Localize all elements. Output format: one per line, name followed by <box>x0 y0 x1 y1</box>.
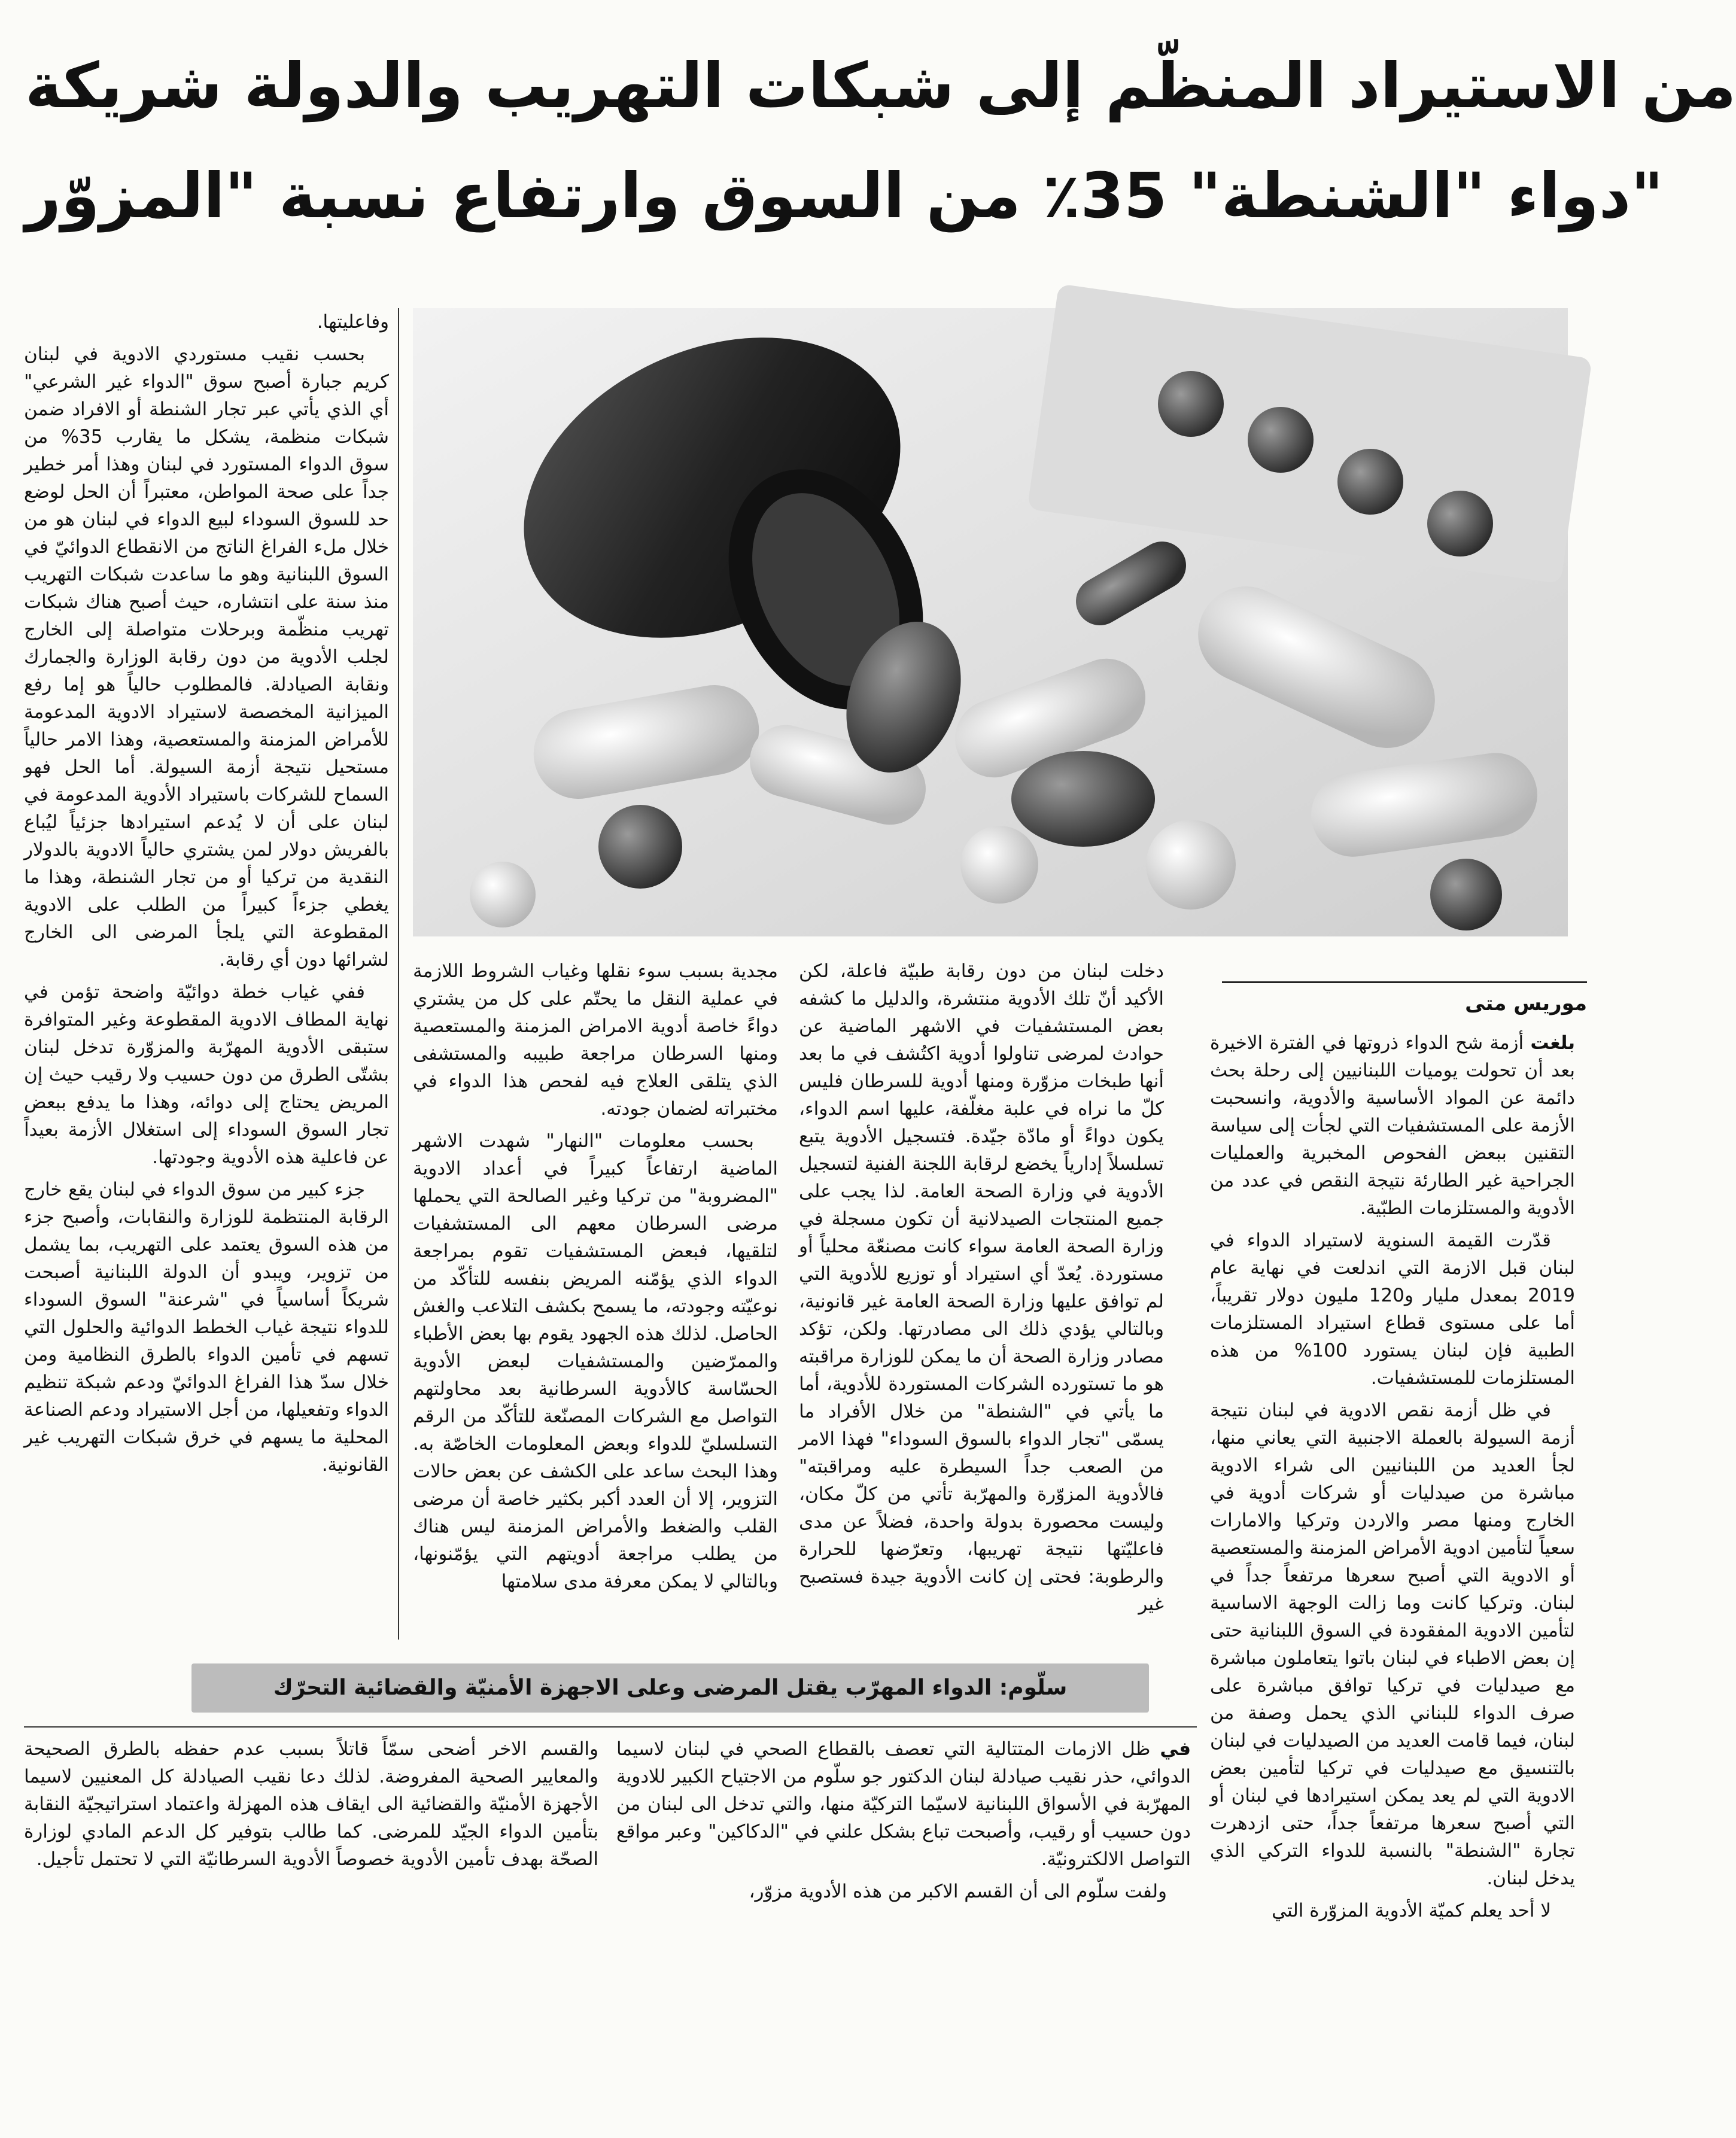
sub-article-paragraph-3: والقسم الاخر أضحى سمّاً قاتلاً بسبب عدم حفظه بالطرق الصحيحة والمعايير الصحية المفروضة. لذلك دعا نقيب الصيادلة كل المعنيين لاسيما الأجهزة الأمنيّة والقضائية الى ايقاف هذه المهزلة واعتماد استراتيجيّة النقابة بتأمين الدواء الجيّد للمرضى. كما طالب بتوفير كل الدعم المادي لوزارة الصحّة بهدف تأمين الأدوية خصوصاً الأدوية السرطانيّة التي لا تحتمل تأجيل. <box>24 1738 598 1870</box>
headline-line-2: دواء "الشنطة" 35٪ من السوق وارتفاع نسبة "المزوّر" <box>25 159 1664 232</box>
article-column-3 <box>413 957 778 1643</box>
col2-paragraph-1: دخلت لبنان من دون رقابة طبيّة فاعلة، لكن الأكيد أنّ تلك الأدوية منتشرة، والدليل ما كشفه بعض المستشفيات في الاشهر الماضية عن حوادث لمرضى تناولوا أدوية اكتُشف في ما بعد أنها طبخات مزوّرة ومنها أدوية للسرطان فليس كلّ ما نراه في علبة مغلّفة، عليها اسم الدواء، يكون دواءً أو مادّة جيّدة. فتسجيل الأدوية يتبع تسلسلاً إدارياً يخضع لرقابة اللجنة الفنية لتسجيل الأدوية في وزارة الصحة العامة. لذا يجب على جميع المنتجات الصيدلانية أن تكون مسجلة في وزارة الصحة العامة سواء كانت مصنعّة محلياً أو مستوردة. يُعدّ أي استيراد أو توزيع للأدوية التي لم توافق عليها وزارة الصحة العامة غير قانونية، وبالتالي يؤدي ذلك الى مصادرتها. ولكن، تؤكد مصادر وزارة الصحة أن ما يمكن للوزارة مراقبته هو ما تستورده الشركات المستوردة للأدوية، أما ما يأتي في "الشنطة" من خلال الأفراد ما يسمّى "تجار الدواء بالسوق السوداء" فهذا الامر من الصعب جداً السيطرة عليه ومراقبته" فالأدوية المزوّرة والمهرّبة تأتي من كلّ مكان، وليست محصورة بدولة واحدة، فضلاً عن مدى فاعليّتها نتيجة تهريبها، وتعرّضها للحرارة والرطوبة: فحتى إن كانت الأدوية جيدة فستصبح غير <box>799 960 1164 1615</box>
sub-article-paragraph-1: ظل الازمات المتتالية التي تعصف بالقطاع الصحي في لبنان لاسيما الدوائي، حذر نقيب صيادلة لبنان الدكتور جو سلّوم من الاجتياح الكبير للادوية المهرّبة في الأسواق اللبنانية لاسيّما التركيّة منها، والتي تدخل الى لبنان من دون حسيب أو رقيب، وأصبحت تباع بشكل علني في "الدكاكين" وعبر مواقع التواصل الالكترونيّة. <box>616 1738 1191 1870</box>
col4-paragraph-4: جزء كبير من سوق الدواء في لبنان يقع خارج الرقابة المنتظمة للوزارة والنقابات، وأصبح جزء من هذه السوق يعتمد على التهريب، بما يشمل من تزوير، ويبدو أن الدولة اللبنانية أصبحت شريكاً أساسياً في "شرعنة" السوق السوداء للدواء نتيجة غياب الخطط الدوائية والحلول التي تسهم في تأمين الدواء بالطرق النظامية ومن خلال سدّ هذا الفراغ الدوائيّ ودعم شبكة تنظيم الدواء وتفعيلها، من أجل الاستيراد ودعم الصناعة المحلية ما يسهم في خرق شبكات التهريب غير القانونية. <box>24 1179 389 1476</box>
col1-lead-word: بلغت <box>1530 1032 1575 1054</box>
col1-paragraph-4: لا أحد يعلم كميّة الأدوية المزوّرة التي <box>1272 1900 1551 1921</box>
col3-paragraph-2: بحسب معلومات "النهار" شهدت الاشهر الماضية ارتفاعاً كبيراً في أعداد الادوية "المضروبة" من تركيا وغير الصالحة التي يحملها مرضى السرطان معهم الى المستشفيات لتلقيها، فبعض المستشفيات تقوم بمراجعة الدواء الذي يؤمّنه المريض بنفسه للتأكّد من نوعيّته وجودته، ما يسمح بكشف التلاعب والغش الحاصل. لذلك هذه الجهود يقوم بها بعض الأطباء والممرّضين والمستشفيات لبعض الأدوية الحسّاسة كالأدوية السرطانية بعد محاولتهم التواصل مع الشركات المصنّعة للتأكّد من الرقم التسلسليّ للدواء وبعض المعلومات الخاصّة به. وهذا البحث ساعد على الكشف عن بعض حالات التزوير، إلا أن العدد أكبر بكثير خاصة أن مرضى القلب والضغط والأمراض المزمنة ليس هناك من يطلب مراجعة أدويتهم التي يؤمّنونها، وبالتالي لا يمكن معرفة مدى سلامتها <box>413 1130 778 1592</box>
article-photo <box>413 308 1568 936</box>
sub-article-rule <box>24 1726 1197 1728</box>
col1-paragraph-3: في ظل أزمة نقص الادوية في لبنان نتيجة أزمة السيولة بالعملة الاجنبية التي يعاني منها، لجأ العديد من اللبنانيين الى شراء الادوية مباشرة من صيدليات أو شركات أدوية في الخارج ومنها مصر والاردن وتركيا والامارات سعياً لتأمين ادوية الأمراض المزمنة والمستعصية أو الادوية التي أصبح سعرها مرتفعاً جداً في لبنان. وتركيا كانت وما زالت الوجهة الاساسية لتأمين الادوية المفقودة في السوق اللبنانية حتى إن بعض الاطباء في لبنان باتوا يتعاملون مباشرة مع صيدليات في تركيا توافق مباشرة على صرف الدواء للبناني الذي يحمل وصفة من لبنان، فيما قامت العديد من الصيدليات في لبنان بالتنسيق مع صيدليات في تركيا لتأمين بعض الادوية التي لم يعد يمكن استيرادها في لبنان أو التي أصبح سعرها مرتفعاً جداً، حتى ازدهرت تجارة "الشنطة" بالنسبة للدواء التركي الذي يدخل لبنان. <box>1210 1400 1575 1889</box>
article-column-4 <box>24 308 389 1643</box>
byline: موريس متى <box>1222 981 1587 1015</box>
column-divider <box>398 308 399 1640</box>
col1-paragraph-2: قدّرت القيمة السنوية لاستيراد الدواء في لبنان قبل الازمة التي اندلعت في نهاية عام 2019 بمعدل مليار و120 مليون دولار تقريباً، أما على مستوى قطاع استيراد المستلزمات الطبية فإن لبنان يستورد 100% من هذه المستلزمات للمستشفيات. <box>1210 1230 1575 1389</box>
headline-line-1: من الاستيراد المنظّم إلى شبكات التهريب والدولة شريكة <box>25 49 1736 122</box>
sub-article-right-column <box>616 1735 1191 2130</box>
sub-article-left-column <box>24 1735 598 2130</box>
sub-article-lead-word: في <box>1160 1738 1191 1760</box>
col4-paragraph-2: بحسب نقيب مستوردي الادوية في لبنان كريم جبارة أصبح سوق "الدواء غير الشرعي" أي الذي يأتي عبر تجار الشنطة أو الافراد ضمن شبكات منظمة، يشكل ما يقارب 35% من سوق الدواء المستورد في لبنان وهذا أمر خطير جداً على صحة المواطن، معتبراً أن الحل لوضع حد للسوق السوداء لبيع الدواء في لبنان هو من خلال ملء الفراغ الناتج من الانقطاع الدوائيّ في السوق اللبنانية وهو ما ساعدت شبكات التهريب منذ سنة على انتشاره، حيث أصبح هناك شبكات تهريب منظّمة وبرحلات متواصلة إلى الخارج لجلب الأدوية من دون رقابة الوزارة والجمارك ونقابة الصيادلة. فالمطلوب حالياً هو إما رفع الميزانية المخصصة لاستيراد الادوية المدعومة للأمراض المزمنة والمستعصية، وهذا الامر حالياً مستحيل نتيجة أزمة السيولة. أما الحل فهو السماح للشركات باستيراد الأدوية المدعومة في لبنان على أن لا يُدعم استيرادها جزئياً ليُباع بالفريش دولار لمن يشتري حالياً الادوية بالدولار النقدية من تركيا أو من تجار الشنطة، وهذا ما يغطي جزءاً كبيراً من الطلب على الادوية المقطوعة التي يلجأ المرضى الى الخارج لشرائها دون أي رقابة. <box>24 343 390 971</box>
article-column-2 <box>799 957 1164 1643</box>
col3-paragraph-1: مجدية بسبب سوء نقلها وغياب الشروط اللازمة في عملية النقل ما يحتّم على كل من يشتري دواءً خاصة أدوية الامراض المزمنة والمستعصية ومنها السرطان مراجعة طبيبه والمستشفى الذي يتلقى العلاج فيه لفحص هذا الدواء في مختبراته لضمان جودته. <box>413 960 778 1120</box>
article-column-1 <box>1210 1029 1575 2136</box>
subhead: سلّوم: الدواء المهرّب يقتل المرضى وعلى الاجهزة الأمنيّة والقضائية التحرّك <box>273 1675 1068 1700</box>
sub-article-paragraph-2: ولفت سلّوم الى أن القسم الاكبر من هذه الأدوية مزوّر، <box>749 1881 1167 1902</box>
col1-paragraph-1: أزمة شح الدواء ذروتها في الفترة الاخيرة بعد أن تحولت يوميات اللبنانيين إلى رحلة بحث دائمة عن المواد الأساسية والأدوية، وانسحبت الأزمة على المستشفيات التي لجأت إلى سياسة التقنين ببعض الفحوص المخبرية والعمليات الجراحية غير الطارئة نتيجة النقص في عدد من الأدوية والمستلزمات الطبّية. <box>1210 1032 1575 1219</box>
col4-paragraph-3: ففي غياب خطة دوائيّة واضحة تؤمن في نهاية المطاف الادوية المقطوعة وغير المتوافرة ستبقى الأدوية المهرّبة والمزوّرة تدخل لبنان بشتّى الطرق من دون حسيب ولا رقيب حيث إن المريض يحتاج إلى دوائه، وهذا ما يدفع ببعض تجار السوق السوداء إلى استغلال الأزمة بعيداً عن فاعلية هذه الأدوية وجودتها. <box>24 981 389 1168</box>
pills-illustration <box>413 308 1568 936</box>
col4-paragraph-1: وفاعليتها. <box>317 311 389 333</box>
